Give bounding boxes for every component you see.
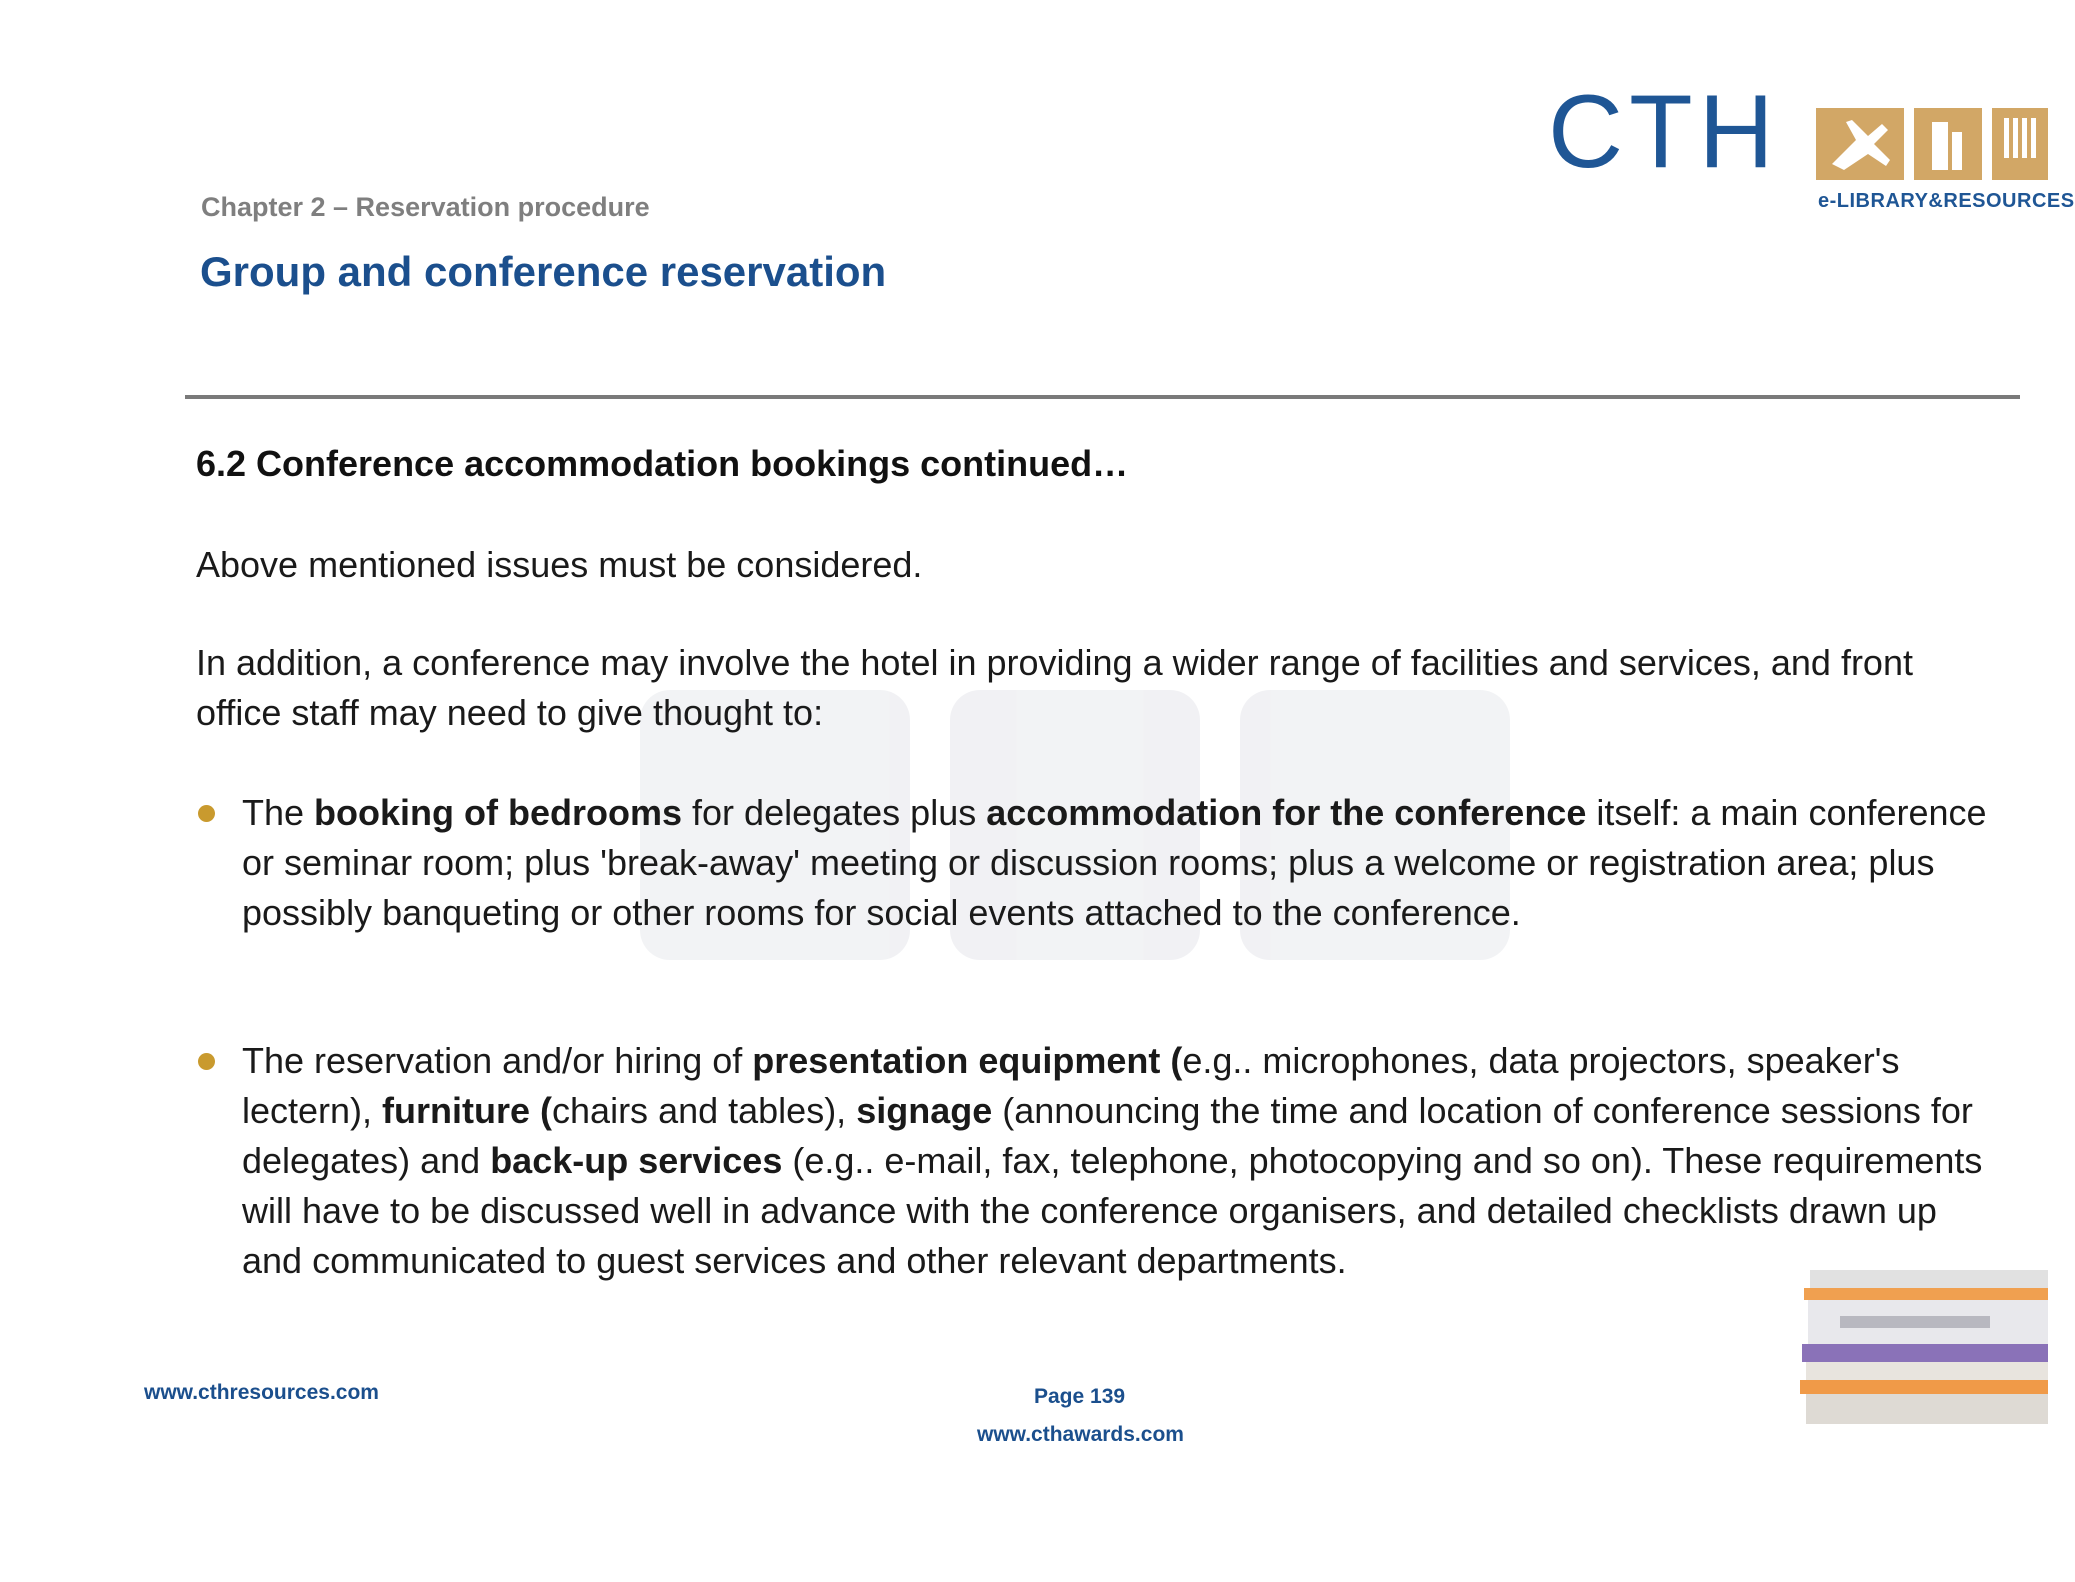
paragraph-addition: In addition, a conference may involve the hotel in providing a wider range of facilities and services, and front office staff may need to give thought to: bbox=[196, 642, 1913, 733]
paragraph-intro: Above mentioned issues must be considered. bbox=[196, 544, 923, 585]
bullet-text: e.g.. microphones, data projectors, speaker's lectern), bbox=[242, 1040, 1900, 1131]
divider bbox=[185, 395, 2020, 399]
bullet-bold-text: accommodation for the conference bbox=[986, 792, 1587, 833]
logo-subtitle: e-LIBRARY&RESOURCES bbox=[1818, 190, 2075, 212]
bullet-dot bbox=[198, 805, 215, 822]
building-tile-icon bbox=[1914, 108, 1982, 180]
page-title: Group and conference reservation bbox=[200, 248, 887, 295]
bullet-text: itself: a main conference or seminar room; plus 'break-away' meeting or discussion rooms; plus a welcome or registration area; plus possibly banqueting or other rooms for social events attached to the conference. bbox=[242, 792, 1987, 933]
bullet-text: The bbox=[242, 792, 315, 833]
bullet-bold-text: signage bbox=[856, 1090, 993, 1131]
plane-tile-icon bbox=[1816, 108, 1904, 180]
book-stack-image bbox=[1800, 1262, 2048, 1432]
fork-icon bbox=[1992, 108, 2048, 180]
footer-awards-link[interactable]: www.cthawards.com bbox=[977, 1423, 1184, 1446]
bullet-bold-text: presentation equipment ( bbox=[752, 1040, 1183, 1081]
bullet-text: chairs and tables), bbox=[552, 1090, 857, 1131]
bullet-bold-text: booking of bedrooms bbox=[314, 792, 683, 833]
bullet-equipment bbox=[242, 1036, 1987, 1286]
cutlery-tile-icon bbox=[1992, 108, 2048, 180]
bullet-bold-text: furniture ( bbox=[382, 1090, 553, 1131]
bullet-text: for delegates plus bbox=[682, 792, 987, 833]
cth-logo bbox=[1548, 74, 2075, 218]
bullet-text: (e.g.. e-mail, fax, telephone, photocopying and so on). These requirements will have to be discussed well in advance with the conference organisers, and detailed checklists drawn up and communicated to guest services and other relevant departments. bbox=[242, 1140, 1983, 1281]
footer-resources-link[interactable]: www.cthresources.com bbox=[144, 1381, 379, 1404]
section-heading: 6.2 Conference accommodation bookings continued… bbox=[196, 443, 1129, 484]
page-number: Page 139 bbox=[1034, 1385, 1126, 1408]
chapter-label: Chapter 2 – Reservation procedure bbox=[201, 192, 650, 222]
bullet-text: (announcing the time and location of conference sessions for delegates) and bbox=[242, 1090, 1973, 1181]
bullet-text: The reservation and/or hiring of bbox=[242, 1040, 753, 1081]
plane-icon bbox=[1816, 108, 1904, 180]
building-icon bbox=[1914, 108, 1982, 180]
bullet-bedrooms bbox=[242, 788, 1987, 938]
bullet-dot bbox=[198, 1053, 215, 1070]
logo-wordmark: CTH bbox=[1548, 74, 1780, 190]
bullet-bold-text: back-up services bbox=[490, 1140, 783, 1181]
